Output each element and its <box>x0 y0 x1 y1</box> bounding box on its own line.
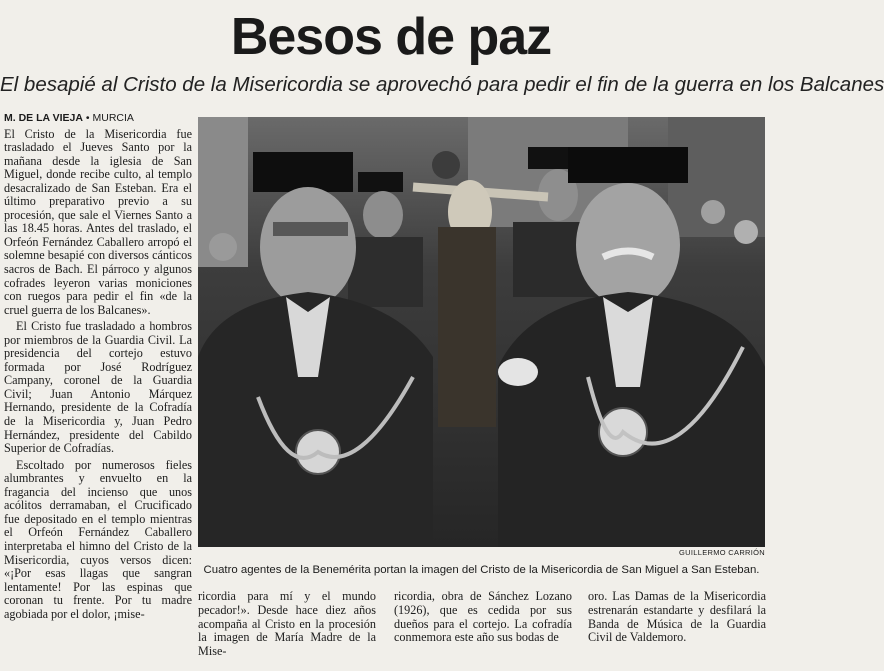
photo-illustration <box>198 117 765 547</box>
guard-face <box>260 187 356 307</box>
paragraph: oro. Las Damas de la Misericordia estrenarán estandarte y desfilará la Banda de Música de la Guardia Civil de Valdemoro. <box>588 589 766 645</box>
paragraph: ricordia para mí y el mundo pecador!». Desde hace diez años acompaña al Cristo en la procesión la imagen de María Madre de la Mise- <box>198 589 376 659</box>
photo-caption: Cuatro agentes de la Benemérita portan la imagen del Cristo de la Misericordia de San Miguel a San Esteban. <box>203 564 760 576</box>
byline <box>4 112 192 126</box>
cristo-head <box>432 151 460 179</box>
byline-separator: • <box>85 112 90 124</box>
headline: Besos de paz <box>230 8 552 66</box>
article-column-1 <box>4 112 192 668</box>
subheadline: El besapié al Cristo de la Misericordia se aprovechó para pedir el fin de la guerra en los Balcanes <box>0 73 884 96</box>
paragraph: El Cristo de la Misericordia fue trasladado el Jueves Santo por la mañana desde la iglesia de San Miguel, donde recibe culto, al templo desacralizado de San Esteban. Era el último preparativo previo a su procesión, que sale el Viernes Santo a las 18.45 horas. Antes del traslado, el Orfeón Fernández Caballero arropó el solemne besapié con diversos cánticos sacros de Bach. El párroco y algunos cofrades leyeron varias moniciones con ruegos para pedir el fin «de la cruel guerra de los Balcanes». <box>4 126 192 317</box>
guard-uniform <box>348 237 423 307</box>
paragraph: ricordia, obra de Sánchez Lozano (1926), que es cedida por sus dueños para el cortejo. La cofradía conmemora este año sus bodas de <box>394 589 572 645</box>
guard-face <box>363 191 403 239</box>
tricorn-hat <box>358 172 403 192</box>
bystander <box>701 200 725 224</box>
bystander <box>209 233 237 261</box>
paragraph: El Cristo fue trasladado a hombros por miembros de la Guardia Civil. La presidencia del cortejo estuvo formada por José Rodríguez Campany, coronel de la Guardia Civil; Juan Antonio Márquez Hernando, presidente de la Cofradía de la Misericordia y, Juan Pedro Hernández, presidente del Cabildo Superior de Cofradías. <box>4 319 192 456</box>
paragraph: Escoltado por numerosos fieles alumbrantes y envuelto en la fragancia del incienso que unos acólitos derramaban, el Crucificado fue depositado en el templo mientras el Orfeón Fernández Caballero interpretaba el himno del Cristo de la Misericordia, cuyos versos dicen: «¡Por esas llagas que sangran lentamente! Por las espinas que coronan tu frente. Por tu madre agobiada por el dolor, ¡mise- <box>4 457 192 621</box>
tricorn-hat <box>253 152 353 192</box>
article-column-3 <box>394 590 572 670</box>
glasses <box>273 222 348 236</box>
guard-face <box>576 183 680 307</box>
author: M. DE LA VIEJA <box>4 112 83 124</box>
article-column-4 <box>588 590 766 670</box>
location: MURCIA <box>92 112 134 124</box>
article-column-2 <box>198 590 376 670</box>
bystander <box>734 220 758 244</box>
news-photo <box>198 117 765 547</box>
cross-base <box>438 227 496 427</box>
white-glove <box>498 358 538 386</box>
photo-credit: GUILLERMO CARRIÓN <box>679 548 765 557</box>
tricorn-hat <box>568 147 688 183</box>
